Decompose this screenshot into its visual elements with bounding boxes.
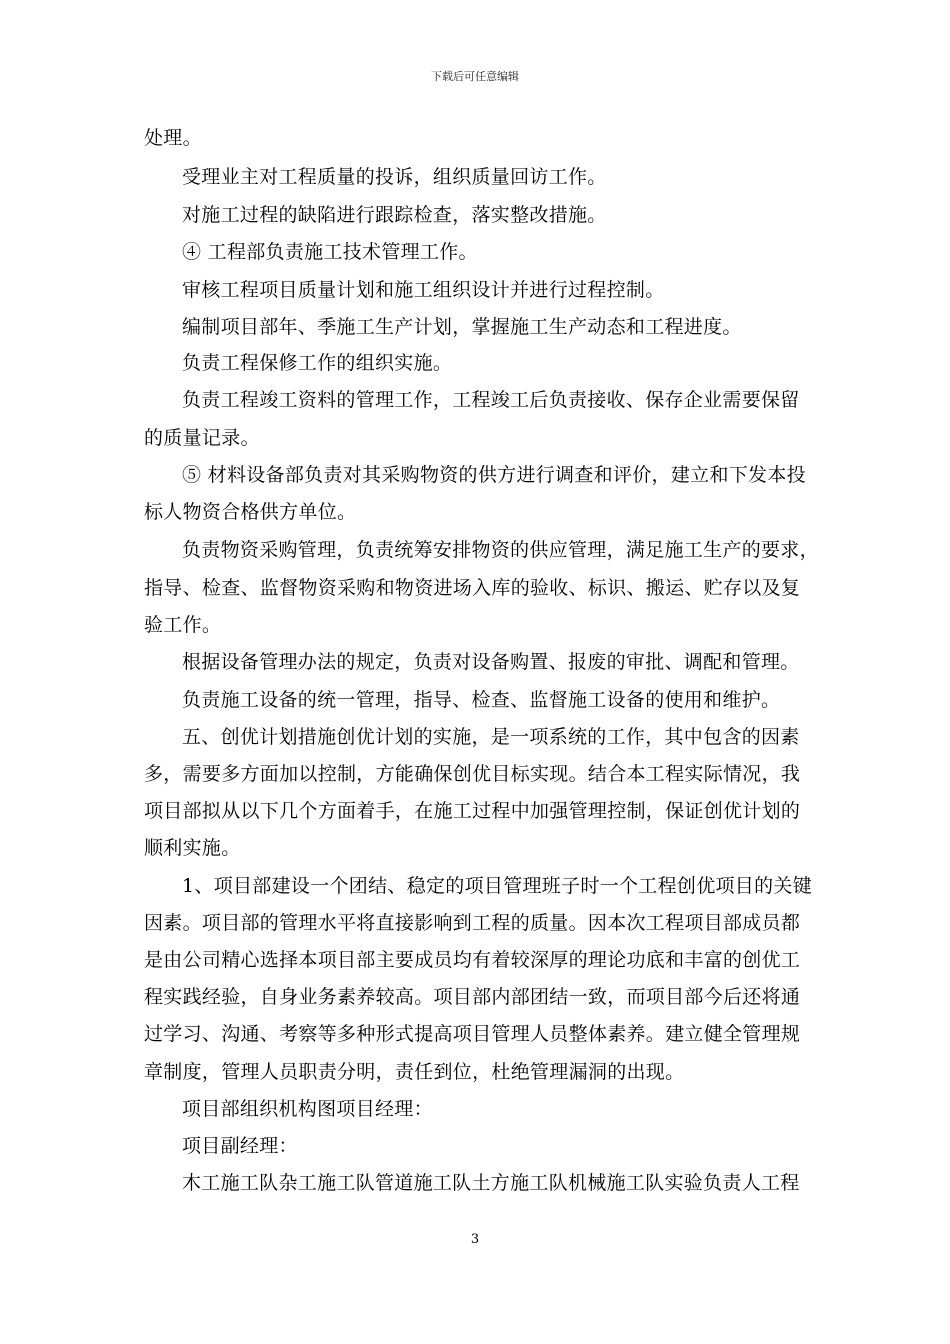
text-line: 项目部拟从以下几个方面着手，在施工过程中加强管理控制，保证创优计划的 [144,800,801,822]
text-line: 五、创优计划措施创优计划的实施，是一项系统的工作，其中包含的因素 [182,726,800,748]
text-line: 的质量记录。 [144,427,260,449]
text-line: 多，需要多方面加以控制，方能确保创优目标实现。结合本工程实际情况，我 [144,763,801,785]
text-line: ④ 工程部负责施工技术管理工作。 [182,241,478,263]
page-number: 3 [470,1232,480,1247]
text-line: 程实践经验，自身业务素养较高。项目部内部团结一致，而项目部今后还将通 [144,986,801,1008]
text-line: 根据设备管理办法的规定，负责对设备购置、报废的审批、调配和管理。 [182,651,800,673]
text-line: ⑤ 材料设备部负责对其采购物资的供方进行调查和评价，建立和下发本投 [182,464,806,486]
text-line: 对施工过程的缺陷进行跟踪检查，落实整改措施。 [182,204,607,226]
text-line: 审核工程项目质量计划和施工组织设计并进行过程控制。 [182,279,665,301]
text-line: 验工作。 [144,614,222,636]
text-line: 项目副经理： [182,1135,298,1157]
text-line: 负责工程保修工作的组织实施。 [182,352,453,374]
text-line: 负责工程竣工资料的管理工作，工程竣工后负责接收、保存企业需要保留 [182,389,800,411]
text-line: 过学习、沟通、考察等多种形式提高项目管理人员整体素养。建立健全管理规 [144,1023,801,1045]
text-line: 负责施工设备的统一管理，指导、检查、监督施工设备的使用和维护。 [182,689,781,711]
text-line: 顺利实施。 [144,837,241,859]
page-header: 下载后可任意编辑 [431,70,519,83]
text-line: 是由公司精心选择本项目部主要成员均有着较深厚的理论功底和丰富的创优工 [144,949,801,971]
text-line: 处理。 [144,127,202,149]
text-line: 标人物资合格供方单位。 [144,501,357,523]
text-line: 因素。项目部的管理水平将直接影响到工程的质量。因本次工程项目部成员都 [144,912,801,934]
text-line: 受理业主对工程质量的投诉，组织质量回访工作。 [182,166,607,188]
text-line: 木工施工队杂工施工队管道施工队土方施工队机械施工队实验负责人工程 [182,1172,800,1194]
text-line: 1、项目部建设一个团结、稳定的项目管理班子时一个工程创优项目的关键 [182,875,812,897]
text-line: 负责物资采购管理，负责统筹安排物资的供应管理，满足施工生产的要求， [182,539,819,561]
text-line: 章制度，管理人员职责分明，责任到位，杜绝管理漏洞的出现。 [144,1061,685,1083]
text-line: 指导、检查、监督物资采购和物资进场入库的验收、标识、搬运、贮存以及复 [144,577,801,599]
text-line: 编制项目部年、季施工生产计划，掌握施工生产动态和工程进度。 [182,316,742,338]
text-line: 项目部组织机构图项目经理： [182,1098,433,1120]
